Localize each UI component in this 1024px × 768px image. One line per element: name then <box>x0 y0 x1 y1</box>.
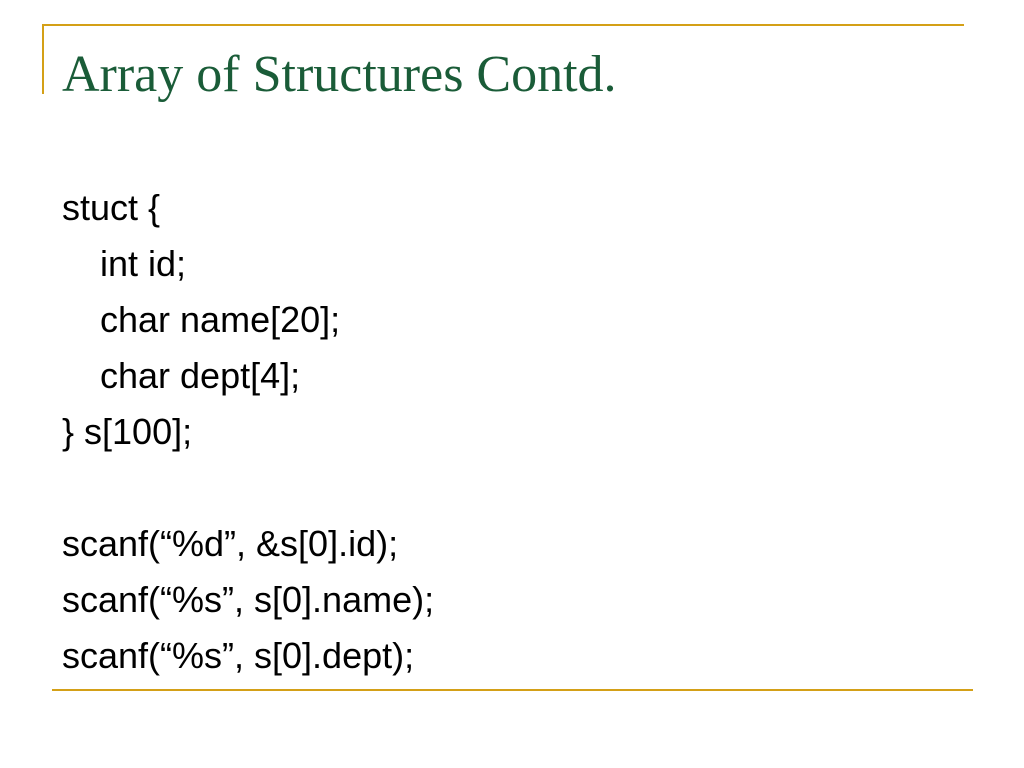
code-line-int-id: int id; <box>100 243 187 284</box>
code-line-scanf-dept: scanf(“%s”, s[0].dept); <box>62 635 415 676</box>
code-line-scanf-name: scanf(“%s”, s[0].name); <box>62 579 435 620</box>
code-listing <box>62 180 434 684</box>
bottom-accent-rule <box>52 689 973 691</box>
code-line-scanf-id: scanf(“%d”, &s[0].id); <box>62 523 399 564</box>
code-line-struct-open: stuct { <box>62 187 161 228</box>
top-accent-rule <box>42 24 964 26</box>
left-accent-rule <box>42 24 44 94</box>
code-line-blank <box>62 460 434 516</box>
code-line-struct-close: } s[100]; <box>62 411 193 452</box>
code-line-char-dept: char dept[4]; <box>100 355 301 396</box>
slide-title: Array of Structures Contd. <box>62 46 617 103</box>
code-line-char-name: char name[20]; <box>100 299 341 340</box>
